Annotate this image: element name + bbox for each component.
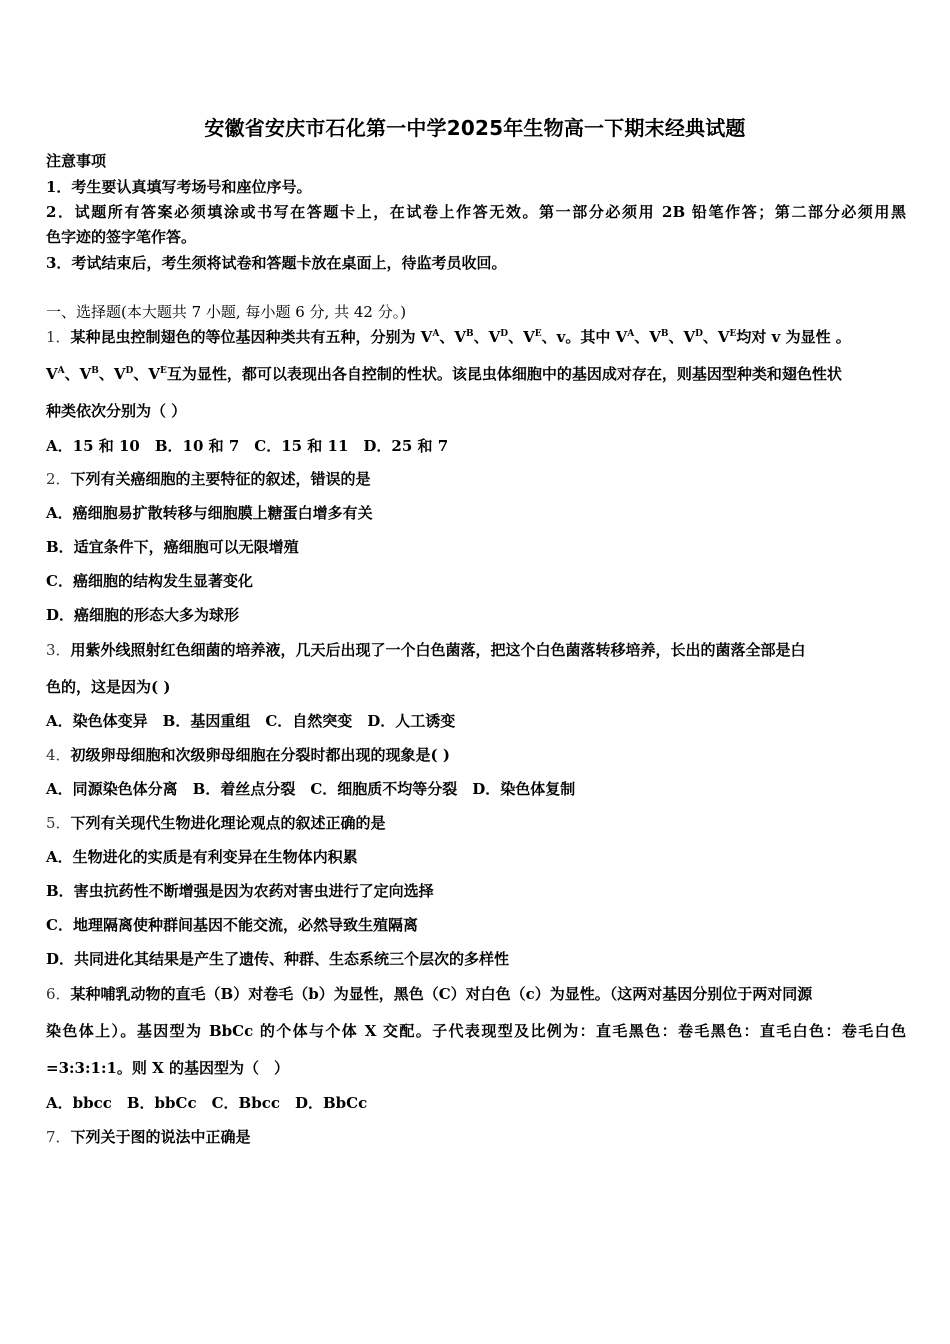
- q1-text-c: 均对 v 为显性 。: [736, 328, 851, 346]
- question-2-stem: [46, 469, 371, 489]
- q2-text: 下列有关癌细胞的主要特征的叙述，错误的是: [70, 470, 371, 488]
- question-2-option-b: B．适宜条件下，癌细胞可以无限增殖: [46, 538, 299, 556]
- sep: 、V: [634, 328, 661, 346]
- question-6-options: A．bbcc B．bbCc C．Bbcc D．BbCc: [46, 1094, 368, 1112]
- question-1-line-2: [46, 364, 842, 384]
- notice-item-3: 3．考试结束后，考生须将试卷和答题卡放在桌面上，待监考员收回。: [46, 254, 507, 272]
- question-3-line-1: [46, 640, 806, 660]
- q6-text: 某种哺乳动物的直毛（B）对卷毛（b）为显性，黑色（C）对白色（c）为显性。（这两对基因分别位于两对同源: [70, 985, 813, 1003]
- sup-e: E: [729, 329, 737, 339]
- question-1-number: 1．: [46, 328, 71, 346]
- notice-item-2-cont: 色字迹的签字笔作答。: [46, 228, 197, 246]
- question-6-line-2: 染色体上）。基因型为 BbCc 的个体与个体 X 交配。子代表现型及比例为：直毛黑色：卷毛黑色：直毛白色：卷毛白色: [46, 1022, 906, 1040]
- q1-text-d: 互为显性，都可以表现出各自控制的性状。该昆虫体细胞中的基因成对存在，则基因型种类和翅色性状: [166, 365, 842, 383]
- question-1-options: A．15 和 10 B．10 和 7 C．15 和 11 D．25 和 7: [46, 437, 449, 455]
- question-3-number: 3．: [46, 641, 71, 659]
- sep: 、V: [473, 328, 501, 346]
- question-6-line-1: [46, 984, 812, 1004]
- page-title: 安徽省安庆市石化第一中学2025年生物高一下期末经典试题: [204, 116, 746, 140]
- sep: 、V: [668, 328, 696, 346]
- question-2-option-c: C．癌细胞的结构发生显著变化: [46, 572, 253, 590]
- question-4-number: 4．: [46, 746, 71, 764]
- sup-e: E: [159, 366, 167, 376]
- q1-text-b: 、v。其中 V: [541, 328, 628, 346]
- question-3-line-2: 色的，这是因为( ): [46, 678, 171, 696]
- sep: 、V: [98, 365, 126, 383]
- notice-item-1: 1．考生要认真填写考场号和座位序号。: [46, 178, 312, 196]
- q1-text-a: 某种昆虫控制翅色的等位基因种类共有五种，分别为 V: [70, 328, 433, 346]
- question-5-option-d: D．共同进化其结果是产生了遗传、种群、生态系统三个层次的多样性: [46, 950, 510, 968]
- question-2-option-d: D．癌细胞的形态大多为球形: [46, 606, 240, 624]
- sup-a: A: [432, 329, 440, 339]
- sup-e: E: [534, 329, 542, 339]
- sep: 、V: [64, 365, 92, 383]
- question-2-number: 2．: [46, 470, 71, 488]
- question-2-option-a: A．癌细胞易扩散转移与细胞膜上糖蛋白增多有关: [46, 504, 373, 522]
- sup-d: D: [695, 329, 703, 339]
- question-7-stem: [46, 1127, 251, 1147]
- q1-v: V: [46, 365, 58, 383]
- question-1-line-3: 种类依次分别为（ ）: [46, 402, 187, 420]
- notice-item-2: 2．试题所有答案必须填涂或书写在答题卡上，在试卷上作答无效。第一部分必须用 2B 铅笔作答；第二部分必须用黑: [46, 203, 906, 221]
- question-5-number: 5．: [46, 814, 71, 832]
- question-5-option-b: B．害虫抗药性不断增强是因为农药对害虫进行了定向选择: [46, 882, 434, 900]
- sep: 、V: [439, 328, 467, 346]
- question-4-stem: [46, 745, 450, 765]
- q5-text: 下列有关现代生物进化理论观点的叙述正确的是: [70, 814, 386, 832]
- question-5-stem: [46, 813, 386, 833]
- q3-text: 用紫外线照射红色细菌的培养液，几天后出现了一个白色菌落，把这个白色菌落转移培养，长出的菌落全部是白: [70, 641, 806, 659]
- question-6-number: 6．: [46, 985, 71, 1003]
- sep: 、V: [702, 328, 730, 346]
- sup-b: B: [466, 329, 474, 339]
- sup-d: D: [125, 366, 134, 376]
- q7-text: 下列关于图的说法中正确是: [70, 1128, 251, 1146]
- notice-heading: 注意事项: [46, 152, 107, 170]
- question-6-line-3: =3:3:1:1。则 X 的基因型为（ ）: [46, 1059, 290, 1077]
- sep: 、V: [133, 365, 160, 383]
- sup-d: D: [500, 329, 509, 339]
- question-3-options: A．染色体变异 B．基因重组 C．自然突变 D．人工诱变: [46, 712, 456, 730]
- sup-a: A: [57, 366, 65, 376]
- sup-b: B: [660, 329, 669, 339]
- question-4-options: A．同源染色体分离 B．着丝点分裂 C．细胞质不均等分裂 D．染色体复制: [46, 780, 576, 798]
- sep: 、V: [508, 328, 535, 346]
- question-1-line-1: [46, 327, 851, 347]
- question-5-option-a: A．生物进化的实质是有利变异在生物体内积累: [46, 848, 358, 866]
- q4-text: 初级卵母细胞和次级卵母细胞在分裂时都出现的现象是( ): [70, 746, 450, 764]
- question-7-number: 7．: [46, 1128, 71, 1146]
- question-5-option-c: C．地理隔离使种群间基因不能交流，必然导致生殖隔离: [46, 916, 418, 934]
- sup-b: B: [91, 366, 99, 376]
- section-heading: 一、选择题(本大题共 7 小题, 每小题 6 分, 共 42 分。): [46, 303, 407, 321]
- sup-a: A: [627, 329, 635, 339]
